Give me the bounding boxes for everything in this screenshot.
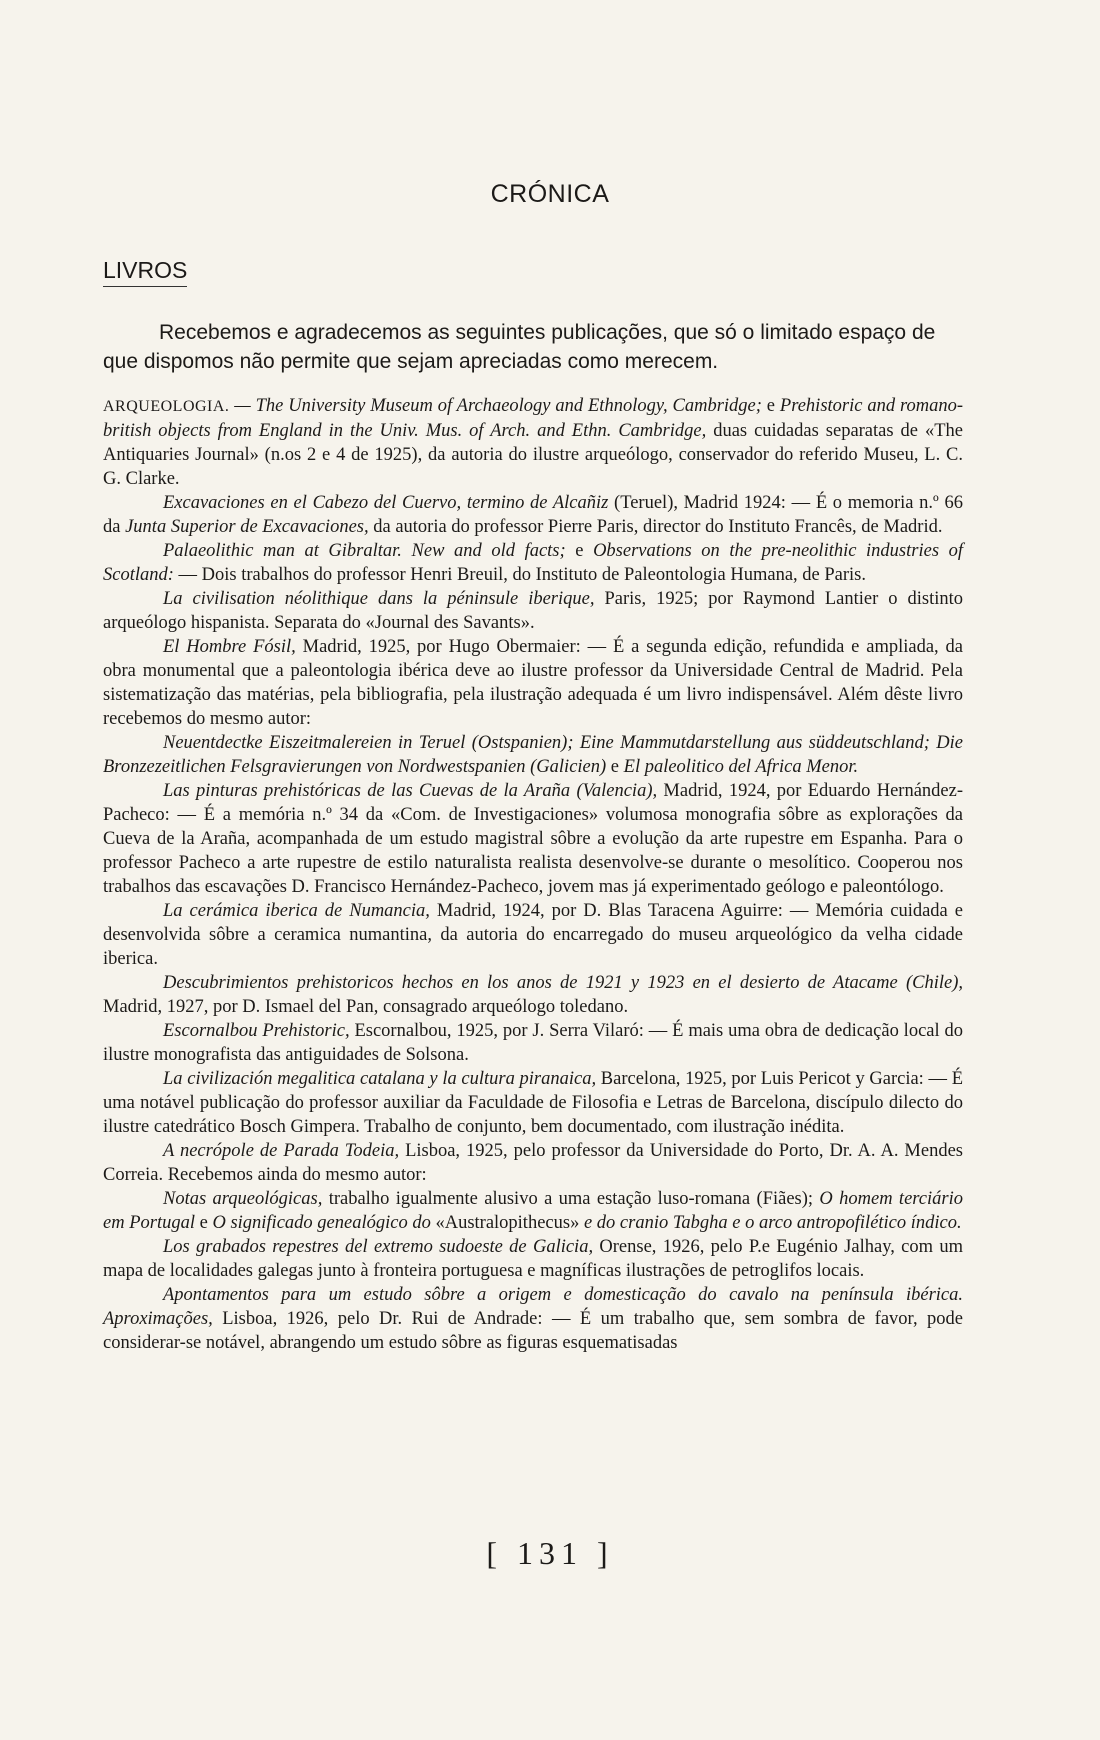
book-title: Palaeolithic man at Gibraltar. New and old facts; xyxy=(163,541,566,561)
entry-paragraph xyxy=(103,1283,963,1355)
entry-text: Madrid, 1927, por D. Ismael del Pan, consagrado arqueólogo toledano. xyxy=(103,997,629,1017)
entry-text: e xyxy=(565,541,594,561)
entry-text: trabalho igualmente alusivo a uma estação luso-romana (Fiães); xyxy=(322,1189,820,1209)
section-heading: LIVROS xyxy=(103,257,187,287)
entry-text: Madrid, 1924, por Eduardo Hernández-Pacheco: — É a memória n.º 34 da «Com. de Investigaciones» volumosa monografia sôbre as explorações da Cueva de la Araña, acompanhada de um estudo magistral sôbre a evolução da arte rupestre em Espanha. Para o professor Pacheco a arte rupestre de estilo naturalista realista desenvolve-se durante o mesolítico. Cooperou nos trabalhos das escavações D. Francisco Hernández-Pacheco, jovem mas já experimentado geólogo e paleontólogo. xyxy=(103,781,963,897)
book-title: Las pinturas prehistóricas de las Cuevas de la Araña (Valencia), xyxy=(163,781,658,801)
book-list xyxy=(103,394,963,1355)
entry-paragraph xyxy=(103,779,963,899)
book-title: O homem terciário em Portugal xyxy=(103,1189,963,1233)
entry-paragraph xyxy=(103,731,963,779)
book-title: La civilisation néolithique dans la péninsule iberique, xyxy=(163,589,595,609)
entry-paragraph xyxy=(103,491,963,539)
book-title: Excavaciones en el Cabezo del Cuervo, termino de Alcañiz xyxy=(163,493,609,513)
entry-text: Madrid, 1925, por Hugo Obermaier: — É a segunda edição, refundida e ampliada, da obra monumental que a paleontologia ibérica deve ao ilustre professor da Universidade Central de Madrid. Pela sistematização das matérias, pela bibliografia, pela ilustração adequada é um livro indispensável. Além dêste livro recebemos do mesmo autor: xyxy=(103,637,964,729)
entry-text: — Dois trabalhos do professor Henri Breuil, do Instituto de Paleontologia Humana, de Paris. xyxy=(173,565,866,585)
entry-paragraph xyxy=(103,971,963,1019)
entry-paragraph xyxy=(103,394,963,491)
book-title: Los grabados repestres del extremo sudoeste de Galicia, xyxy=(163,1237,594,1257)
entry-text: (Teruel), Madrid 1924: — É o memoria n.º 66 da xyxy=(103,493,963,537)
entry-text: da autoria do professor Pierre Paris, director do Instituto Francês, de Madrid. xyxy=(368,517,943,537)
book-title: A necrópole de Parada Todeia, xyxy=(163,1141,400,1161)
entry-text: duas cuidadas separatas de «The Antiquaries Journal» (n.os 2 e 4 de 1925), da autoria do ilustre arqueólogo, conservador do referido Museu, L. C. G. Clarke. xyxy=(103,421,963,489)
page-title: CRÓNICA xyxy=(490,180,610,208)
entry-paragraph xyxy=(103,1019,963,1067)
entry-paragraph xyxy=(103,899,963,971)
entry-label: ARQUEOLOGIA. xyxy=(103,398,230,415)
entry-text: Lisboa, 1925, pelo professor da Universidade do Porto, Dr. A. A. Mendes Correia. Recebemos ainda do mesmo autor: xyxy=(103,1141,963,1185)
intro-paragraph: Recebemos e agradecemos as seguintes publicações, que só o limitado espaço de que dispomos não permite que sejam apreciadas como merecem. xyxy=(103,321,936,373)
book-title: La cerámica iberica de Numancia, xyxy=(163,901,430,921)
book-title: Escornalbou Prehistoric, xyxy=(163,1021,350,1041)
book-title: Observations on the pre-neolithic industries of Scotland: xyxy=(103,541,963,585)
book-title: O significado genealógico do xyxy=(212,1213,431,1233)
entry-text: Lisboa, 1926, pelo Dr. Rui de Andrade: — É um trabalho que, sem sombra de favor, pode considerar-se notável, abrangendo um estudo sôbre as figuras esquematisadas xyxy=(103,1309,963,1353)
entry-paragraph xyxy=(103,1187,963,1235)
book-title: Junta Superior de Excavaciones, xyxy=(125,517,369,537)
book-title: Apontamentos para um estudo sôbre a origem e domesticação do cavalo na península ibérica. Aproximações, xyxy=(103,1285,963,1329)
entry-paragraph xyxy=(103,635,963,731)
book-title: e do cranio Tabgha e o arco antropofilético índico. xyxy=(583,1213,962,1233)
book-title: Descubrimientos prehistoricos hechos en los anos de 1921 y 1923 en el desierto de Atacame (Chile), xyxy=(163,973,963,993)
book-title: El paleolitico del Africa Menor. xyxy=(623,757,859,777)
entry-text: e xyxy=(761,396,780,416)
page-number: [ 131 ] xyxy=(486,1535,614,1571)
entry-text: Escornalbou, 1925, por J. Serra Vilaró: — É mais uma obra de dedicação local do ilustre monografista das antiguidades de Solsona. xyxy=(103,1021,963,1065)
entry-paragraph xyxy=(103,1139,963,1187)
entry-text: Paris, 1925; por Raymond Lantier o distinto arqueólogo hispanista. Separata do «Journal des Savants». xyxy=(103,589,963,633)
entry-text: Madrid, 1924, por D. Blas Taracena Aguirre: — Memória cuidada e desenvolvida sôbre a ceramica numantina, da autoria do encarregado do museu arqueológico da velha cidade iberica. xyxy=(103,901,963,969)
book-title: Notas arqueológicas, xyxy=(163,1189,323,1209)
book-title: La civilización megalitica catalana y la cultura piranaica, xyxy=(163,1069,597,1089)
entry-paragraph xyxy=(103,539,963,587)
entry-paragraph xyxy=(103,1067,963,1139)
entry-paragraph xyxy=(103,1235,963,1283)
book-title: El Hombre Fósil, xyxy=(163,637,296,657)
book-title: — The University Museum of Archaeology and Ethnology, Cambridge; xyxy=(229,396,762,416)
entry-text: Barcelona, 1925, por Luis Pericot y Garcia: — É uma notável publicação do professor auxiliar da Faculdade de Filosofia e Letras de Barcelona, discípulo dilecto do ilustre catedrático Bosch Gimpera. Trabalho de conjunto, bem documentado, com ilustração inédita. xyxy=(103,1069,964,1137)
entry-text: e xyxy=(606,757,624,777)
entry-text: «Australopithecus» xyxy=(430,1213,584,1233)
book-title: Neuentdectke Eiszeitmalereien in Teruel (Ostspanien); Eine Mammutdarstellung aus süddeutschland; Die Bronzezeitlichen Felsgravierungen von Nordwestspanien (Galicien) xyxy=(103,733,963,777)
entry-paragraph xyxy=(103,587,963,635)
entry-text: e xyxy=(194,1213,213,1233)
book-title: Prehistoric and romano-british objects from England in the Univ. Mus. of Arch. and Ethn. Cambridge, xyxy=(103,396,963,441)
entry-text: Orense, 1926, pelo P.e Eugénio Jalhay, com um mapa de localidades galegas junto à fronteira portuguesa e magníficas ilustrações de petroglifos locais. xyxy=(103,1237,963,1281)
